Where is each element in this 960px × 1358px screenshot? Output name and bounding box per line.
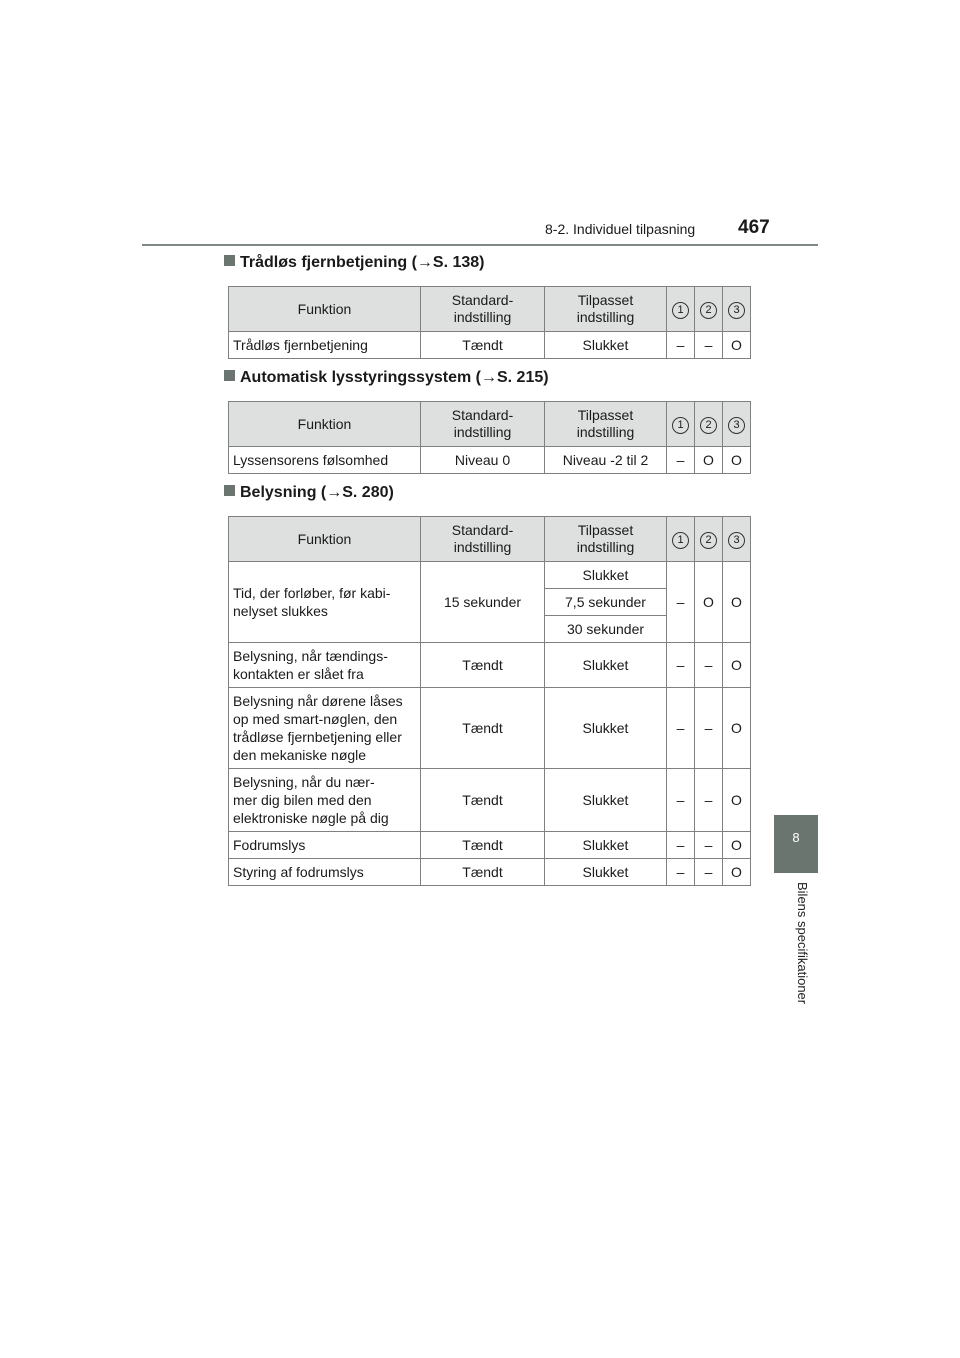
- cell-2: –: [695, 769, 723, 832]
- col-3: [723, 517, 751, 562]
- cell-3: O: [723, 832, 751, 859]
- square-bullet-icon: [224, 485, 235, 496]
- cell-3: O: [723, 562, 751, 643]
- cell-standard: Tændt: [421, 769, 545, 832]
- cell-1: –: [667, 769, 695, 832]
- cell-funktion: Fodrumslys: [229, 832, 421, 859]
- cell-standard: Tændt: [421, 643, 545, 688]
- col-tilpasset: Tilpasset indstilling: [545, 517, 667, 562]
- cell-2: O: [695, 447, 723, 474]
- cell-1: –: [667, 688, 695, 769]
- cell-3: O: [723, 859, 751, 886]
- cell-tilpasset-option: 7,5 sekunder: [545, 589, 667, 616]
- cell-1: –: [667, 832, 695, 859]
- col-tilpasset: Tilpasset indstilling: [545, 287, 667, 332]
- col-standard: Standard- indstilling: [421, 517, 545, 562]
- section-heading-text: Belysning (→S. 280): [240, 484, 394, 501]
- col-funktion: Funktion: [229, 287, 421, 332]
- cell-1: –: [667, 859, 695, 886]
- circled-2-icon: 2: [700, 532, 717, 549]
- section-header: 8-2. Individuel tilpasning: [545, 221, 696, 237]
- cell-tilpasset: Slukket: [545, 769, 667, 832]
- table-header-row: [229, 287, 751, 332]
- circled-3-icon: 3: [728, 302, 745, 319]
- col-3: [723, 287, 751, 332]
- section-heading-text: Trådløs fjernbetjening (→S. 138): [240, 254, 485, 271]
- col-tilpasset: Tilpasset indstilling: [545, 402, 667, 447]
- circled-1-icon: 1: [672, 302, 689, 319]
- cell-funktion: Lyssensorens følsomhed: [229, 447, 421, 474]
- table-row: [229, 832, 751, 859]
- table-row: [229, 562, 751, 589]
- circled-1-icon: 1: [672, 532, 689, 549]
- cell-1: –: [667, 332, 695, 359]
- square-bullet-icon: [224, 255, 235, 266]
- cell-standard: Tændt: [421, 332, 545, 359]
- table-wireless-remote: [228, 286, 751, 359]
- section-heading-lighting: [224, 484, 394, 502]
- table-row: [229, 332, 751, 359]
- section-heading-wireless: [224, 254, 485, 272]
- circled-3-icon: 3: [728, 532, 745, 549]
- cell-tilpasset-option: Slukket: [545, 562, 667, 589]
- cell-standard: Niveau 0: [421, 447, 545, 474]
- page-number: 467: [738, 217, 770, 238]
- cell-funktion: Belysning, når tændings- kontakten er slået fra: [229, 643, 421, 688]
- cell-2: –: [695, 332, 723, 359]
- cell-1: –: [667, 447, 695, 474]
- cell-2: –: [695, 643, 723, 688]
- cell-funktion: Tid, der forløber, før kabi- nelyset slukkes: [229, 562, 421, 643]
- circled-3-icon: 3: [728, 417, 745, 434]
- cell-tilpasset: Slukket: [545, 859, 667, 886]
- cell-tilpasset: Slukket: [545, 643, 667, 688]
- table-header-row: [229, 517, 751, 562]
- col-2: [695, 402, 723, 447]
- cell-funktion: Styring af fodrumslys: [229, 859, 421, 886]
- cell-2: –: [695, 688, 723, 769]
- cell-3: O: [723, 332, 751, 359]
- col-funktion: Funktion: [229, 402, 421, 447]
- col-1: [667, 287, 695, 332]
- cell-3: O: [723, 643, 751, 688]
- cell-standard: Tændt: [421, 688, 545, 769]
- col-standard: Standard- indstilling: [421, 287, 545, 332]
- section-heading-text: Automatisk lysstyringssystem (→S. 215): [240, 369, 549, 386]
- cell-funktion: Belysning, når du nær- mer dig bilen med den elektroniske nøgle på dig: [229, 769, 421, 832]
- col-2: [695, 517, 723, 562]
- cell-3: O: [723, 447, 751, 474]
- table-row: [229, 769, 751, 832]
- circled-2-icon: 2: [700, 302, 717, 319]
- table-row: [229, 447, 751, 474]
- table-row: [229, 643, 751, 688]
- table-row: [229, 688, 751, 769]
- cell-funktion: Trådløs fjernbetjening: [229, 332, 421, 359]
- col-1: [667, 402, 695, 447]
- cell-2: –: [695, 859, 723, 886]
- col-funktion: Funktion: [229, 517, 421, 562]
- cell-2: O: [695, 562, 723, 643]
- col-2: [695, 287, 723, 332]
- table-header-row: [229, 402, 751, 447]
- col-standard: Standard- indstilling: [421, 402, 545, 447]
- table-light-control: [228, 401, 751, 474]
- cell-tilpasset: Slukket: [545, 332, 667, 359]
- col-1: [667, 517, 695, 562]
- cell-tilpasset: Slukket: [545, 688, 667, 769]
- cell-1: –: [667, 643, 695, 688]
- table-lighting: [228, 516, 751, 886]
- cell-tilpasset: Niveau -2 til 2: [545, 447, 667, 474]
- header-divider: [142, 244, 818, 246]
- circled-1-icon: 1: [672, 417, 689, 434]
- cell-tilpasset-option: 30 sekunder: [545, 616, 667, 643]
- cell-standard: Tændt: [421, 859, 545, 886]
- chapter-tab: 8: [774, 815, 818, 873]
- cell-2: –: [695, 832, 723, 859]
- table-row: [229, 859, 751, 886]
- col-3: [723, 402, 751, 447]
- cell-3: O: [723, 769, 751, 832]
- section-heading-light-control: [224, 369, 549, 387]
- square-bullet-icon: [224, 370, 235, 381]
- cell-3: O: [723, 688, 751, 769]
- cell-standard: Tændt: [421, 832, 545, 859]
- cell-standard: 15 sekunder: [421, 562, 545, 643]
- cell-1: –: [667, 562, 695, 643]
- cell-funktion: Belysning når dørene låses op med smart-nøglen, den trådløse fjernbetjening eller den mekaniske nøgle: [229, 688, 421, 769]
- cell-tilpasset: Slukket: [545, 832, 667, 859]
- chapter-title: Bilens specifikationer: [795, 882, 810, 1005]
- circled-2-icon: 2: [700, 417, 717, 434]
